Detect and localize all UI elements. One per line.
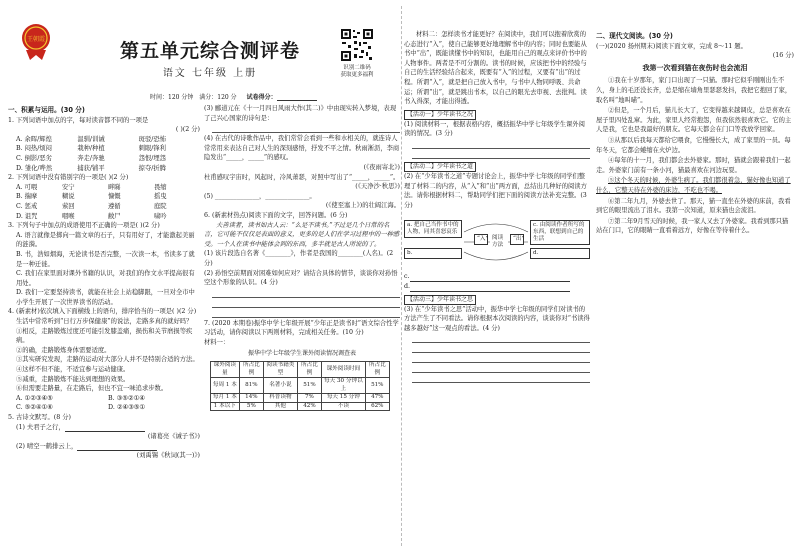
page-divider: [401, 6, 402, 546]
answer-line[interactable]: [212, 289, 400, 298]
q6-passage: 夫善读者，读书如古人云：“么是不读书。”不过是几个日常的名言，它可能不仅仅是表面的意义，更多的是人们在学习过程中的一种感受。一个人在读书中能体会到的东西，多半就是古人所说的了。: [204, 221, 400, 248]
survey-table: [210, 361, 390, 411]
table-header-row: 课外阅读量 所占比例 阅读书籍类型 所占比例 课外阅读时间 所占比例: [211, 362, 390, 378]
column-2: (3) 郦道元在《十一月四日风雨大作(其二)》中由现实转入梦境，表现了己兴心国家的诗句是： (4) 在古代的诗歌作品中，我们常常会看到一些和水相关的，就连诗人常常用来表达自己对人生的深刻感悟，抒发不平之情。秋雨淅沥，李商隐发出“_____，_____”的感叹。 (《夜雨寄北》) 杜甫感叹宇宙时，风起时，冷风萧瑟，对照中写出了“_____，_____”。 (《天净沙·秋思》) (5) ______________，______________。 (《使至塞上》)的壮阔江海。 6. (新素材热点)阅读下面的文字，回答问题。(6 分) 夫善读者，读书如古人云：“么是不读书。”不过是几个日常的名言，它可能不仅仅是表面的意义，更多的是人们在学习过程中的一种感受。一个人在读书中能体会到的东西，多半就是古人所说的了。 (1) 该片段选自名著《________》，作者是我国的________(人名)。(2 分) (2) 孙悟空前期面对困难如何应对？请结合具体的情节，谈谈你对孙悟空这个形象的认识。(4 分) 7. (2020 本期卷)振华中学七年级开展“少年正是读书时”语文综合性学习活动，请你阅读以下两则材料，完成相关任务。(10 分) 材料一： 振华中学七年级学生课外阅读情况调查表 课外阅读量 所占比例 阅读书籍类型 所占比例 课外阅读时间 所占比例 每周 1 本 81% 名著小说 51% 每天 30 分钟以上 51% 每月 1 本 14% 科普读物 7% 每天 15 分钟 47% 1 本以下 5% 其他 42% 不读 62%: [204, 104, 400, 550]
column-3: [404, 30, 590, 550]
answer-line[interactable]: [212, 299, 400, 308]
article-paragraph: ②但是，一个月后，猫儿长大了，它变得越来越调皮，总是喜欢在屋子里四处乱窜。为此，家里人经常抱怨，但我依然很喜欢它。它的主人是我，它也是我最好的朋友。它每天都会在门口等我放学回家。: [596, 107, 792, 134]
q3-option-b: B. 书，浩如烟海，无论读书是否完整，一次读一本，书读多了就是一种迁徙。: [16, 250, 195, 268]
score-field[interactable]: [277, 94, 317, 101]
article-paragraph: ①我在十岁那年，家门口出现了一只猫。那时它似乎刚刚出生不久，身上的毛还没长齐，总是缩在墙角里瑟瑟发抖，我把它抱回了家，取名叫“地叫喵”。: [596, 77, 792, 104]
q5-1: (1) 夫君子之行，: [8, 423, 200, 433]
answer-line[interactable]: [212, 309, 400, 318]
q4-lead: 生活中常常听到“日行万步保健康”的说法，走路多真的就好吗？: [16, 318, 193, 326]
article-paragraph: ④每年的十一月，我们都会去外婆家。那时，猫就会跟着我们一起走。外婆家门前有一条小河，猫最喜欢在河边玩耍。: [596, 157, 791, 174]
article-title: 我第一次看到猫在夜伤时也会流泪: [642, 63, 748, 72]
question-6: 6. (新素材热点)阅读下面的文字，回答问题。(6 分): [204, 211, 348, 219]
question-7: 7. (2020 本期卷)振华中学七年级开展“少年正是读书时”语文综合性学习活动，请你阅读以下两则材料，完成相关任务。(10 分): [204, 319, 399, 337]
diagram-left-box: a. 把自己当作书中的人物，同其喜怒哀乐: [404, 220, 462, 238]
q4-item: ①相反，走路锻炼过度还可能引发膝盖痛，损伤和关节磨损等疾病。: [16, 327, 193, 345]
table-row: 每月 1 本 14% 科普读物 7% 每天 15 分钟 47%: [211, 394, 390, 403]
question-4: 4. (新素材)依次填入下面横线上的语句，排序恰当的一项是( )(2 分): [8, 308, 197, 316]
answer-line[interactable]: [412, 150, 590, 159]
answer-blank[interactable]: [77, 444, 157, 451]
answer-line[interactable]: [412, 364, 590, 373]
q1-options-b: B. 闷热/烦闷 栽种/种植 刺眼/锋利: [16, 145, 166, 153]
answer-line[interactable]: [412, 344, 590, 353]
activity-1-tag: 【活动一】少年读书之况: [404, 110, 476, 120]
q3-option-a: A. 语言就像是掷向一篇文章的石子，只有用好了，才能激起美丽的涟漪。: [16, 231, 195, 249]
material-2: 材料二：怎样读书才能更好？在阅读中，我们可以抱着欣赏的心态进行“入”，使自己能够更好地理解书中的内容；同时也要能从书中“出”，既能读懂书中的知识，也能用自己的观点来评价书中的人物事件。两者是不可分割的。读书的时候，应该把书中的经验与自己的生活经验结合起来，既要有“入”的过程，又要有“出”的过程。所谓“入”，就是把自己放入书中，与书中人物同呼吸、共命运；所谓“出”，就是跳出书本，以自己的眼光去审视、去批判。读书入得深，才能出得透。: [404, 31, 587, 106]
activity-1-question: (1) 阅读材料一，根据表格内容，概括振华中学七年级学生课外阅读的情况。(3 分): [404, 120, 585, 138]
answer-line[interactable]: [412, 374, 590, 383]
article-paragraph: ⑤这个冬天的时候，外婆生病了。我们都很着急，猫好像也知道了什么，它整天待在外婆的床边，不吃也不喝。: [596, 177, 791, 194]
question-5: 5. 古诗文默写。(8 分): [8, 414, 72, 421]
answer-line[interactable]: [412, 140, 590, 149]
section-heading: 二、现代文阅读。(30 分): [596, 32, 673, 40]
q2-options-c: C. 惩戒 萦回 遵循 庭院: [16, 202, 167, 210]
q5-4b: 杜甫感叹宇宙时，风起时，冷风萧瑟，对照中写出了“_____，_____”。: [204, 173, 400, 181]
diagram-out: “出”: [510, 234, 524, 245]
answer-line[interactable]: [412, 334, 590, 343]
article-paragraph: ⑦第二年9月雪天的时候，我一家人又去了外婆家。我看到那只猫站在门口，它的眼睛一直看着远方，好像在等待着什么。: [596, 217, 789, 235]
exam-header: [0, 0, 400, 94]
q2-options-d: D. 诅咒 咽喉 敝尸 啸吟: [16, 212, 167, 220]
brand-seal-logo: [20, 22, 52, 62]
q5-4: (4) 在古代的诗歌作品中，我们常常会看到一些和水相关的，就连诗人常常用来表达自己对人生的深刻感悟，抒发不平之情。秋雨淅沥，李商隐发出“_____，_____”的感叹。: [204, 135, 400, 162]
qr-caption: 识别二维码 获取更多福利: [340, 65, 374, 78]
q2-options-a: A. 可喂 安宁 畔睇 畏缩: [16, 183, 167, 191]
q4-item: ⑤减重，走路锻炼不能达到理想的效果。: [16, 375, 130, 383]
subsection-intro: (一)(2020 扬州期末)阅读下面文章，完成 8～11 题。: [596, 42, 747, 50]
question-3: 3. 下列句子中加点的成语使用不正确的一项是( )(2 分): [8, 222, 160, 230]
material-1-label: 材料一：: [204, 338, 230, 346]
answer-line[interactable]: [212, 124, 400, 133]
q4-options-cd: C. ⑤②④①⑥ D. ②④③⑤①: [16, 404, 146, 412]
question-1: 1. 下列词语中加点的字，每对读音都不同的一项是: [8, 116, 149, 124]
reading-method-diagram: [404, 212, 590, 270]
q2-options-b: B. 揣摩 糊说 慷慨 摇曳: [16, 193, 167, 201]
exam-title: 第五单元综合测评卷: [119, 40, 300, 62]
article-paragraph: ⑥第二年九月，外婆去世了。那天，猫一直坐在外婆的床前，我看到它的眼里流出了泪水。我第一次知道，原来猫也会流泪。: [596, 197, 791, 215]
activity-3-tag: 【活动三】少年读书之思: [404, 295, 476, 305]
section-heading: 一、积累与运用。(30 分): [8, 106, 85, 114]
q3-option-c: C. 我们在家里面对课外书籍的认识，对我们的作文水平提高很有用处。: [16, 270, 195, 287]
answer-d: d.: [404, 282, 590, 292]
exam-meta: 时间：120 分钟 满分：120 分 试卷得分：: [150, 92, 317, 101]
diagram-left-b: b.: [404, 248, 462, 259]
q4-options-ab: A. ①②③④⑤ B. ③⑤②①④: [16, 394, 145, 402]
q4-item: ④这样不但不能，不适宜参与运动健康。: [16, 366, 130, 374]
survey-table-title: 振华中学七年级学生课外阅读情况调查表: [247, 350, 356, 358]
article-paragraph: ③从那以后我每天都给它喂食，它慢慢长大，成了家里的一员。每年冬天，它都会蜷缩在火炉边。: [596, 136, 791, 154]
q5-5: (5) ______________，______________。: [204, 192, 316, 200]
answer-line[interactable]: [412, 354, 590, 363]
q1-options-a: A. 余晖/辉煌 温驯/训诫 斑驳/恐怖: [16, 135, 166, 143]
diagram-right-d: d.: [530, 248, 590, 259]
activity-3-question: (3) 在“少年读书之思”活动中，振华中学七年级的同学们对读书的方法产生了不同看法。请你根据本次阅读的内容，谈谈你对“书读得越多越好”这一观点的看法。(4 分): [404, 305, 590, 332]
q6-1: (1) 该片段选自名著《________》，作者是我国的________(人名)。(2 分): [204, 250, 394, 267]
q4-item: ③其实研究发现，走路的运动对大部分人并不是特别合适的方法。: [16, 356, 199, 364]
q5-2: (2) 晴空一鹤排云上，: [8, 442, 200, 452]
answer-c: c.: [404, 272, 590, 282]
q1-options-c: C. 倒影/恶劣 奔走/奔驰 怨恨/埋怨: [16, 154, 166, 162]
answer-blank[interactable]: [65, 425, 145, 432]
diagram-method: 阅读方法: [490, 234, 508, 250]
q6-2: (2) 孙悟空前期面对困难如何应对？请结合具体的情节，谈谈你对孙悟空这个形象的认识。(4 分): [204, 269, 398, 287]
diagram-in: “入”: [474, 234, 488, 245]
q4-item: ⑥但需要走路量，在走路后，但也不宜一味追求步数。: [16, 385, 168, 393]
activity-2-question: (2) 在“少年读书之道”专题讨论会上，振华中学七年级的同学们整理了材料二的内容，从“入”和“出”两方面，总结出几种好的阅读方法。请你根据材料二，帮助同学们把下面的阅读方法补充完整。(3 分): [404, 172, 587, 209]
question-2: 2. 下列词语中没有错别字的一项是( )(2 分): [8, 174, 129, 182]
qr-code-icon[interactable]: [340, 28, 374, 62]
svg-text:王朝霞: 王朝霞: [26, 36, 46, 43]
q1-options-d: D. 雏化/哗然 捕获/铺平 掠夺/折腾: [16, 164, 166, 172]
column-1: 一、积累与运用。(30 分) 1. 下列词语中加点的字，每对读音都不同的一项是 ( )(2 分) A. 余晖/辉煌 温驯/训诫 斑驳/恐怖 B. 闷热/烦闷 栽种/种植 刺眼/锋利 C. 倒影/恶劣 奔走/奔驰 怨恨/埋怨 D. 雏化/哗然 捕获/铺平 掠夺/折腾 2. 下列词语中没有错别字的一项是( )(2 分) A. 可喂 安宁 畔睇 畏缩 B. 揣摩 糊说 慷慨 摇曳 C. 惩戒 萦回 遵循 庭院 D. 诅咒 咽喉 敝尸 啸吟 3. 下列句子中加点的成语使用不正确的一项是( )(2 分) A. 语言就像是掷向一篇文章的石子，只有用好了，才能激起美丽的涟漪。 B. 书，浩如烟海，无论读书是否完整，一次读一本，书读多了就是一种迁徙。 C. 我们在家里面对课外书籍的认识，对我们的作文水平提高很有用处。 D. 我们一定要坚持读书，就能在社会上站稳脚跟，一旦对全市中小学生开展了一次世界读书的活动。 4. (新素材)依次填入下面横线上的语句，排序恰当的一项是( )(2 分) 生活中常常听到“日行万步保健康”的说法，走路多真的就好吗？ ①相反，走路锻炼过度还可能引发膝盖痛，损伤和关节磨损等疾病。 ②的确，走路锻炼身体需要适度。 ③其实研究发现，走路的运动对大部分人并不是特别合适的方法。 ④这样不但不能，不适宜参与运动健康。 ⑤减重，走路锻炼不能达到理想的效果。 ⑥但需要走路量，在走路后，但也不宜一味追求步数。 A. ①②③④⑤ B. ③⑤②①④ C. ⑤②④①⑥ D. ②④③⑤① 5. 古诗文默写。(8 分) (1) 夫君子之行， (诸葛亮《诫子书》) (2) 晴空一鹤排云上， (刘禹锡《秋词(其一)》): [8, 106, 200, 460]
exam-subtitle: 语文 七年级 上册: [162, 68, 258, 79]
q4-item: ②的确，走路锻炼身体需要适度。: [16, 346, 111, 354]
q5-3: (3) 郦道元在《十一月四日风雨大作(其二)》中由现实转入梦境，表现了己兴心国家的诗句是：: [204, 105, 397, 122]
table-row: 每周 1 本 81% 名著小说 51% 每天 30 分钟以上 51%: [211, 378, 390, 394]
answer-blank[interactable]: [410, 285, 570, 292]
column-4: 二、现代文阅读。(30 分) (一)(2020 扬州期末)阅读下面文章，完成 8～11 题。 (16 分) 我第一次看到猫在夜伤时也会流泪 ①我在十岁那年，家门口出现了一只猫。那时它似乎刚刚出生不久，身上的毛还没长齐，总是缩在墙角里瑟瑟发抖，我把它抱回了家，取名叫“地叫喵”。 ②但是，一个月后，猫儿长大了，它变得越来越调皮，总是喜欢在屋子里四处乱窜。为此，家里人经常抱怨，但我依然很喜欢它。它的主人是我，它也是我最好的朋友。它每天都会在门口等我放学回家。 ③从那以后我每天都给它喂食，它慢慢长大，成了家里的一员。每年冬天，它都会蜷缩在火炉边。 ④每年的十一月，我们都会去外婆家。那时，猫就会跟着我们一起走。外婆家门前有一条小河，猫最喜欢在河边玩耍。 ⑤这个冬天的时候，外婆生病了。我们都很着急，猫好像也知道了什么，它整天待在外婆的床边，不吃也不喝。 ⑥第二年九月，外婆去世了。那天，猫一直坐在外婆的床前，我看到它的眼里流出了泪水。我第一次知道，原来猫也会流泪。 ⑦第二年9月雪天的时候，我一家人又去了外婆家。我看到那只猫站在门口，它的眼睛一直看着远方，好像在等待着什么。: [596, 32, 794, 235]
diagram-right-box: c. 由阅读作者所写的东西，联想到自己的生活: [530, 220, 590, 245]
q3-option-d: D. 我们一定要坚持读书，就能在社会上站稳脚跟，一旦对全市中小学生开展了一次世界读书的活动。: [16, 289, 195, 306]
table-row: 1 本以下 5% 其他 42% 不读 62%: [211, 402, 390, 411]
answer-blank[interactable]: [410, 275, 570, 282]
activity-2-tag: 【活动二】少年读书之道: [404, 162, 476, 172]
